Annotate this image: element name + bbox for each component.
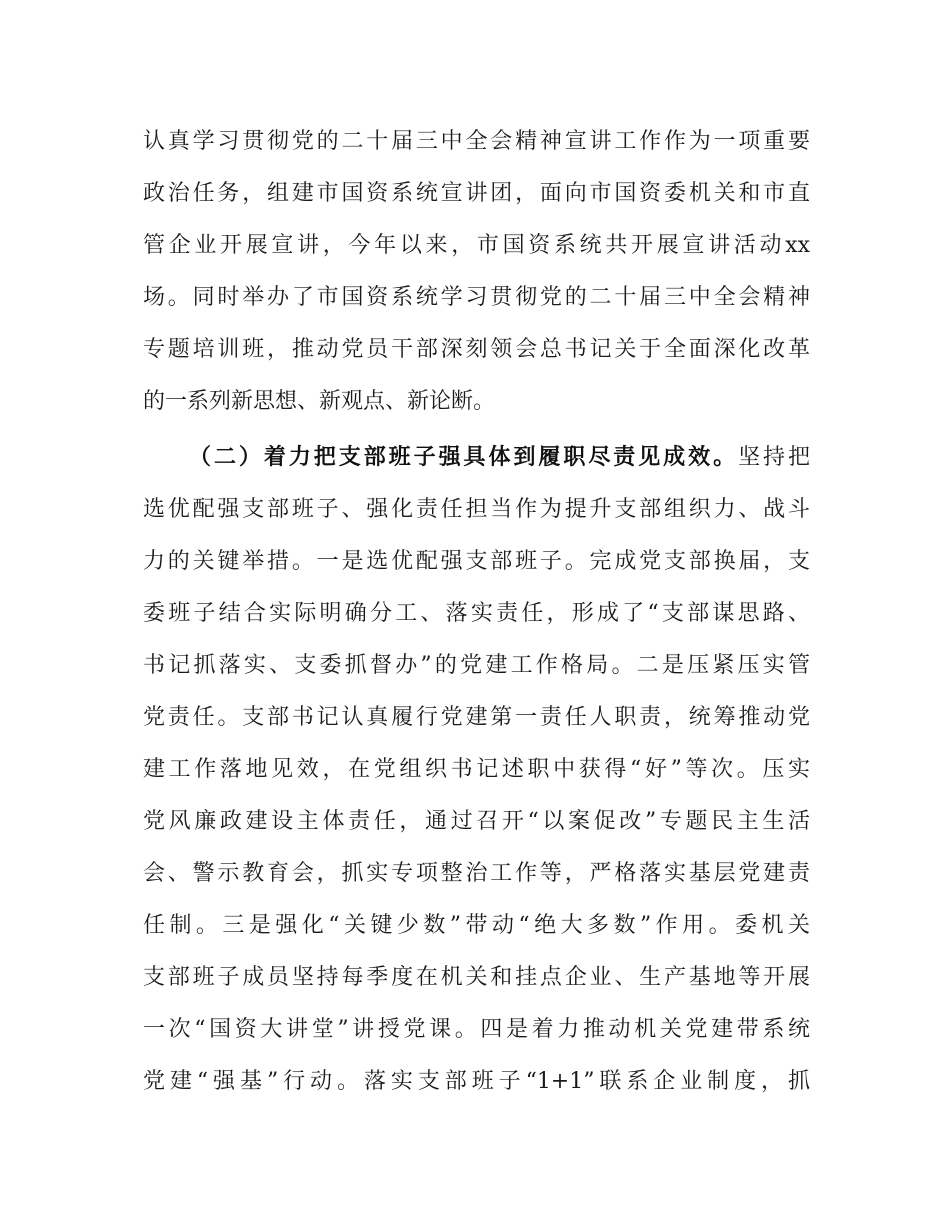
paragraph-2-line-1-rest: 坚持把 [738, 445, 810, 470]
paragraph-2-line-10: 任制。三是强化“关键少数”带动“绝大多数”作用。委机关 [143, 913, 810, 938]
paragraph-1-line-3: 管企业开展宣讲，今年以来，市国资系统共开展宣讲活动xx [143, 233, 810, 258]
section-heading: （二）着力把支部班子强具体到履职尽责见成效。 [189, 445, 739, 470]
paragraph-2-line-1 [189, 440, 810, 476]
paragraph-1-line-4: 场。同时举办了市国资系统学习贯彻党的二十届三中全会精神 [143, 285, 810, 310]
paragraph-2-line-12: 一次“国资大讲堂”讲授党课。四是着力推动机关党建带系统 [143, 1017, 810, 1042]
paragraph-2-line-6: 党责任。支部书记认真履行党建第一责任人职责，统筹推动党 [143, 705, 810, 730]
paragraph-2-line-5: 书记抓落实、支委抓督办”的党建工作格局。二是压紧压实管 [143, 653, 810, 678]
paragraph-2-line-2: 选优配强支部班子、强化责任担当作为提升支部组织力、战斗 [143, 497, 810, 522]
paragraph-1-line-5: 专题培训班，推动党员干部深刻领会总书记关于全面深化改革 [143, 337, 810, 362]
paragraph-2-line-8: 党风廉政建设主体责任，通过召开“以案促改”专题民主生活 [143, 809, 810, 834]
paragraph-1-line-6: 的一系列新思想、新观点、新论断。 [143, 389, 496, 414]
paragraph-2-line-7: 建工作落地见效，在党组织书记述职中获得“好”等次。压实 [143, 757, 810, 782]
paragraph-2-line-4: 委班子结合实际明确分工、落实责任，形成了“支部谋思路、 [143, 601, 810, 626]
paragraph-2-line-11: 支部班子成员坚持每季度在机关和挂点企业、生产基地等开展 [143, 965, 810, 990]
paragraph-1-line-2: 政治任务，组建市国资系统宣讲团，面向市国资委机关和市直 [143, 181, 810, 206]
paragraph-2-line-9: 会、警示教育会，抓实专项整治工作等，严格落实基层党建责 [143, 861, 810, 886]
paragraph-1-line-1: 认真学习贯彻党的二十届三中全会精神宣讲工作作为一项重要 [143, 129, 810, 154]
paragraph-2-line-13: 党建“强基”行动。落实支部班子“1+1”联系企业制度，抓 [143, 1069, 810, 1094]
paragraph-2-line-3: 力的关键举措。一是选优配强支部班子。完成党支部换届，支 [143, 549, 810, 574]
